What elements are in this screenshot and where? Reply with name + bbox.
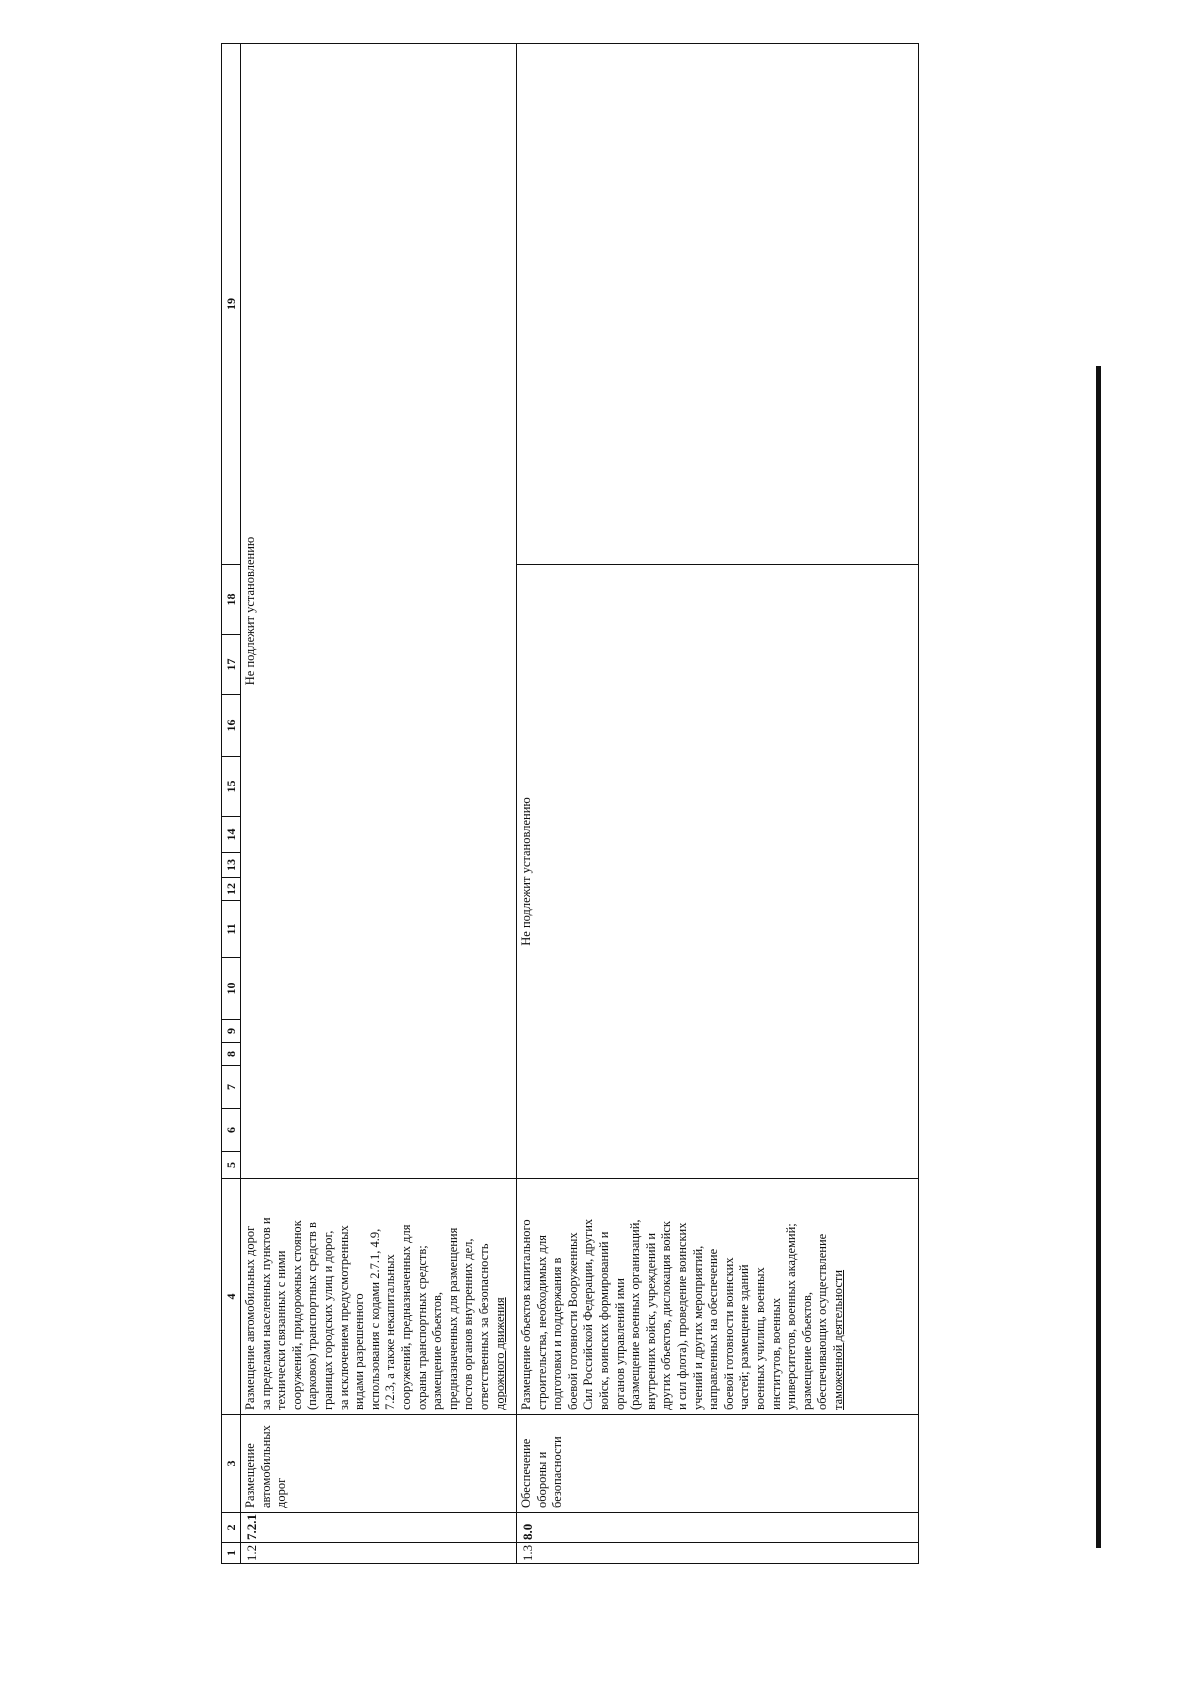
description-line: строительства, необходимых для bbox=[534, 1235, 549, 1410]
description-line: видами разрешенного bbox=[352, 1293, 367, 1410]
description-line: других объектов, дислокация войск bbox=[659, 1221, 674, 1410]
description-line: за исключением предусмотренных bbox=[336, 1225, 351, 1410]
description-line: войск, воинских формирований и bbox=[596, 1231, 611, 1410]
description-line: учений и других мероприятий, bbox=[690, 1245, 705, 1410]
table-row bbox=[517, 44, 919, 1564]
col-header: 3 bbox=[222, 1415, 241, 1513]
col-header: 6 bbox=[222, 1109, 241, 1152]
description-line: границах городских улиц и дорог, bbox=[320, 1230, 335, 1410]
params-not-established-cell bbox=[517, 565, 919, 1179]
col-header: 8 bbox=[222, 1043, 241, 1066]
description-line: Сил Российской Федерации, других bbox=[581, 1218, 596, 1410]
col-header: 12 bbox=[222, 878, 241, 901]
use-name: Размещение автомобильных дорог bbox=[241, 1415, 517, 1513]
col-header: 7 bbox=[222, 1066, 241, 1109]
description-line: и сил флота), проведение воинских bbox=[674, 1222, 689, 1410]
rotated-table-container bbox=[221, 144, 917, 1564]
description-line: университетов, военных академий; bbox=[784, 1223, 799, 1410]
params-not-established-cell bbox=[241, 44, 517, 1179]
col-header: 19 bbox=[222, 44, 241, 565]
use-code: 8.0 bbox=[517, 1513, 919, 1543]
use-code: 7.2.1 bbox=[241, 1513, 517, 1543]
description-line: постов органов внутренних дел, bbox=[461, 1238, 476, 1410]
description-line: частей; размещение зданий bbox=[737, 1264, 752, 1410]
land-use-table bbox=[221, 43, 919, 1564]
col-header: 18 bbox=[222, 565, 241, 635]
description-line: за пределами населенных пунктов и bbox=[258, 1217, 273, 1410]
row-number: 1.3 bbox=[517, 1543, 919, 1564]
use-description bbox=[517, 1179, 919, 1415]
vertical-separator-line bbox=[1096, 366, 1101, 1548]
description-line: сооружений, придорожных стоянок bbox=[289, 1220, 304, 1410]
description-line: органов управлений ими bbox=[612, 1278, 627, 1410]
description-line: военных училищ, военных bbox=[752, 1267, 767, 1410]
row-number: 1.2 bbox=[241, 1543, 517, 1564]
description-line: направленных на обеспечение bbox=[706, 1248, 721, 1410]
table-row bbox=[241, 44, 517, 1564]
col-header: 1 bbox=[222, 1543, 241, 1564]
empty-cell bbox=[517, 44, 919, 565]
col-header: 5 bbox=[222, 1152, 241, 1179]
col-header: 4 bbox=[222, 1179, 241, 1415]
description-line: сооружений, предназначенных для bbox=[398, 1224, 413, 1410]
description-line: внутренних войск, учреждений и bbox=[643, 1232, 658, 1410]
description-line: подготовки и поддержания в bbox=[550, 1257, 565, 1410]
col-header: 16 bbox=[222, 695, 241, 757]
description-line: (размещение военных организаций, bbox=[628, 1219, 643, 1410]
description-line: таможенной деятельности bbox=[830, 1269, 845, 1410]
description-line: Размещение автомобильных дорог bbox=[243, 1225, 257, 1410]
col-header: 2 bbox=[222, 1513, 241, 1543]
description-line: использования с кодами 2.7.1, 4.9, bbox=[367, 1228, 382, 1410]
description-line: дорожного движения bbox=[492, 1297, 507, 1410]
col-header: 11 bbox=[222, 901, 241, 958]
header-row bbox=[222, 44, 241, 1564]
col-header: 13 bbox=[222, 853, 241, 878]
params-note: Не подлежит установлению bbox=[243, 536, 257, 686]
params-note: Не подлежит установлению bbox=[519, 797, 533, 946]
col-header: 9 bbox=[222, 1020, 241, 1043]
col-header: 10 bbox=[222, 958, 241, 1020]
description-line: технически связанных с ними bbox=[274, 1250, 289, 1410]
col-header: 15 bbox=[222, 757, 241, 817]
description-line: обеспечивающих осуществление bbox=[815, 1233, 830, 1410]
description-line: охраны транспортных средств; bbox=[414, 1245, 429, 1410]
description-line: размещение объектов, bbox=[430, 1291, 445, 1410]
description-line: институтов, военных bbox=[768, 1297, 783, 1410]
description-line: (парковок) транспортных средств в bbox=[305, 1222, 320, 1410]
description-line: размещение объектов, bbox=[799, 1291, 814, 1410]
description-line: боевой готовности воинских bbox=[721, 1257, 736, 1410]
description-line: предназначенных для размещения bbox=[445, 1227, 460, 1410]
col-header: 17 bbox=[222, 635, 241, 695]
description-line: Размещение объектов капитального bbox=[519, 1219, 533, 1410]
use-name: Обеспечение обороны и безопасности bbox=[517, 1415, 919, 1513]
description-line: боевой готовности Вооруженных bbox=[565, 1232, 580, 1410]
description-line: 7.2.3, а также некапитальных bbox=[383, 1254, 398, 1410]
col-header: 14 bbox=[222, 817, 241, 853]
description-line: ответственных за безопасность bbox=[476, 1243, 491, 1410]
use-description bbox=[241, 1179, 517, 1415]
